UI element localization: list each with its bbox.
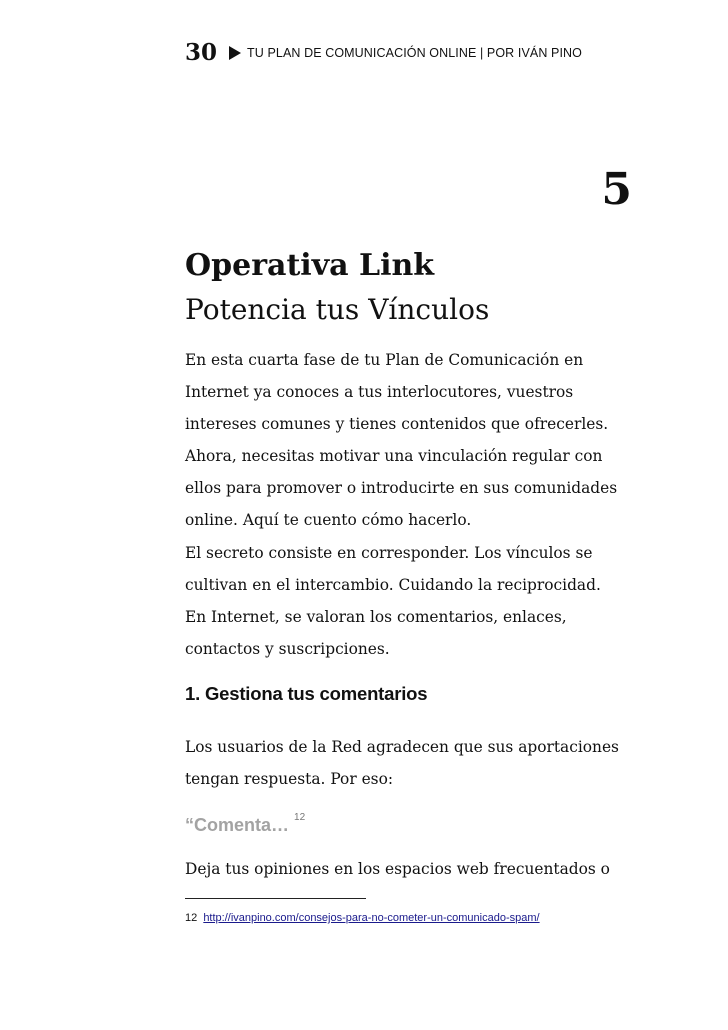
running-title: TU PLAN DE COMUNICACIÓN ONLINE | POR IVÁN PINO: [247, 46, 582, 60]
text-line: Deja tus opiniones en los espacios web frecuentados o: [185, 860, 610, 878]
text-line: contactos y suscripciones.: [185, 640, 390, 658]
footnote-link[interactable]: http://ivanpino.com/consejos-para-no-cometer-un-comunicado-spam/: [203, 912, 540, 924]
chapter-number: 5: [601, 164, 632, 215]
text-line: online. Aquí te cuento cómo hacerlo.: [185, 511, 472, 529]
text-line: Internet ya conoces a tus interlocutores, vuestros: [185, 383, 574, 401]
page-number: 30: [185, 39, 218, 66]
pull-quote: [185, 808, 305, 839]
intro-paragraph: [185, 344, 635, 536]
footnote-reference[interactable]: 12: [294, 812, 306, 823]
text-line: ellos para promover o introducirte en sus comunidades: [185, 479, 618, 497]
text-line: intereses comunes y tienes contenidos que ofrecerles.: [185, 415, 609, 433]
running-header: [185, 38, 582, 68]
footnote: [185, 909, 540, 927]
text-line: Los usuarios de la Red agradecen que sus aportaciones: [185, 738, 619, 756]
chapter-title: Operativa Link: [185, 248, 435, 283]
text-line: El secreto consiste en corresponder. Los vínculos se: [185, 544, 593, 562]
text-line: cultivan en el intercambio. Cuidando la reciprocidad.: [185, 576, 601, 594]
secret-paragraph: [185, 537, 635, 665]
footnote-divider: [185, 898, 366, 899]
continuation-paragraph: [185, 853, 635, 885]
play-arrow-icon: [229, 46, 241, 60]
footnote-number: 12: [185, 912, 198, 924]
text-line: En Internet, se valoran los comentarios, enlaces,: [185, 608, 567, 626]
section-paragraph: [185, 731, 635, 795]
pull-quote-text: “Comenta…: [185, 815, 290, 835]
chapter-subtitle: Potencia tus Vínculos: [185, 293, 490, 326]
text-line: En esta cuarta fase de tu Plan de Comunicación en: [185, 351, 584, 369]
text-line: Ahora, necesitas motivar una vinculación regular con: [185, 447, 603, 465]
section-heading: 1. Gestiona tus comentarios: [185, 683, 428, 704]
text-line: tengan respuesta. Por eso:: [185, 770, 394, 788]
